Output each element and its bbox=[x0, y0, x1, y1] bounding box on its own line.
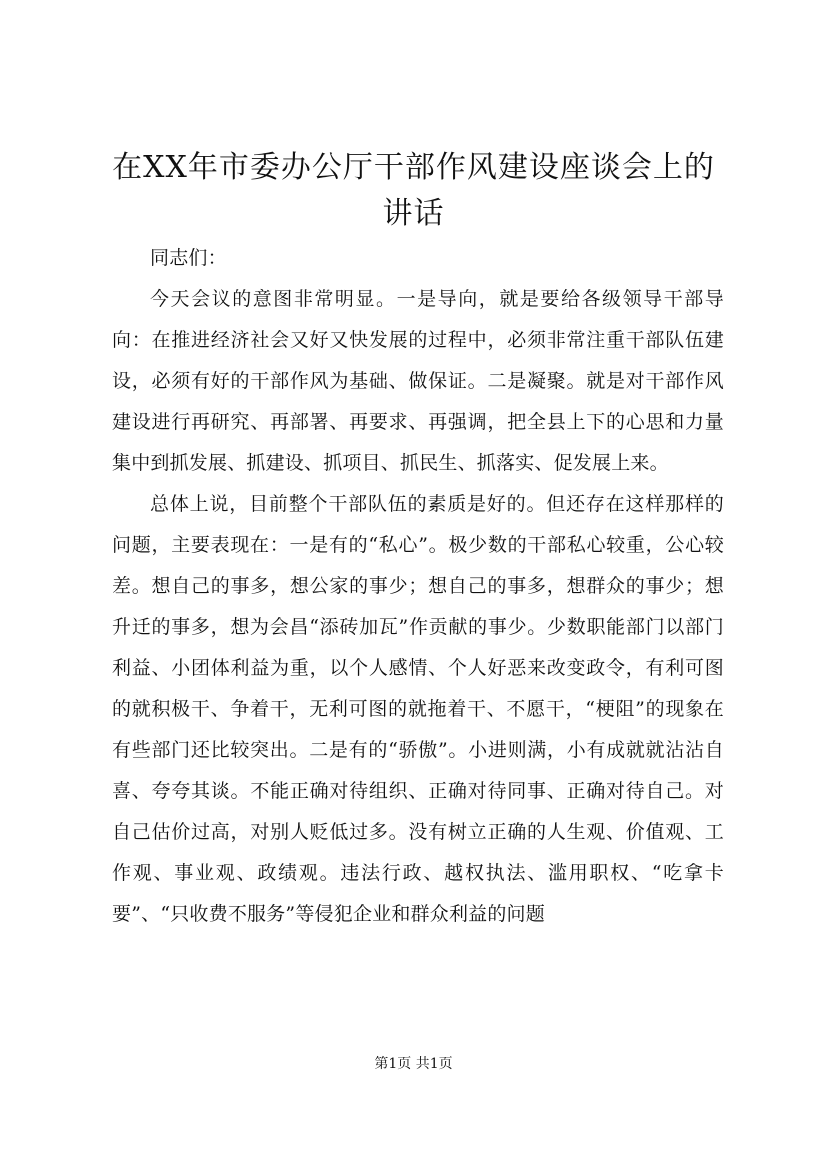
salutation: 同志们： bbox=[150, 247, 227, 269]
document-title bbox=[100, 145, 727, 237]
paragraph: 今天会议的意图非常明显。一是导向，就是要给各级领导干部导向：在推进经济社会又好又快发展的过程中，必须非常注重干部队伍建设，必须有好的干部作风为基础、做保证。二是凝聚。就是对干部作风建设进行再研究、再部署、再要求、再强调，把全县上下的心思和力量集中到抓发展、抓建设、抓项目、抓民生、抓落实、促发展上来。 bbox=[112, 288, 724, 474]
document-title-line-1: 在XX年市委办公厅干部作风建设座谈会上的 bbox=[112, 150, 715, 185]
page-number: 第1页 共1页 bbox=[374, 1056, 453, 1072]
paragraph: 总体上说，目前整个干部队伍的素质是好的。但还存在这样那样的问题，主要表现在：一是有的“私心”。极少数的干部私心较重，公心较差。想自己的事多，想公家的事少；想自己的事多，想群众的事少；想升迁的事多，想为会昌“添砖加瓦”作贡献的事少。少数职能部门以部门利益、小团体利益为重，以个人感情、个人好恶来改变政令，有利可图的就积极干、争着干，无利可图的就拖着干、不愿干，“梗阻”的现象在有些部门还比较突出。二是有的“骄傲”。小进则满，小有成就就沾沾自喜、夸夸其谈。不能正确对待组织、正确对待同事、正确对待自己。对自己估价过高，对别人贬低过多。没有树立正确的人生观、价值观、工作观、事业观、政绩观。违法行政、越权执法、滥用职权、“吃拿卡要”、“只收费不服务”等侵犯企业和群众利益的问题 bbox=[112, 493, 724, 925]
page-footer bbox=[0, 1054, 827, 1074]
document-title-line-2: 讲话 bbox=[382, 196, 445, 231]
document-body bbox=[112, 238, 724, 935]
